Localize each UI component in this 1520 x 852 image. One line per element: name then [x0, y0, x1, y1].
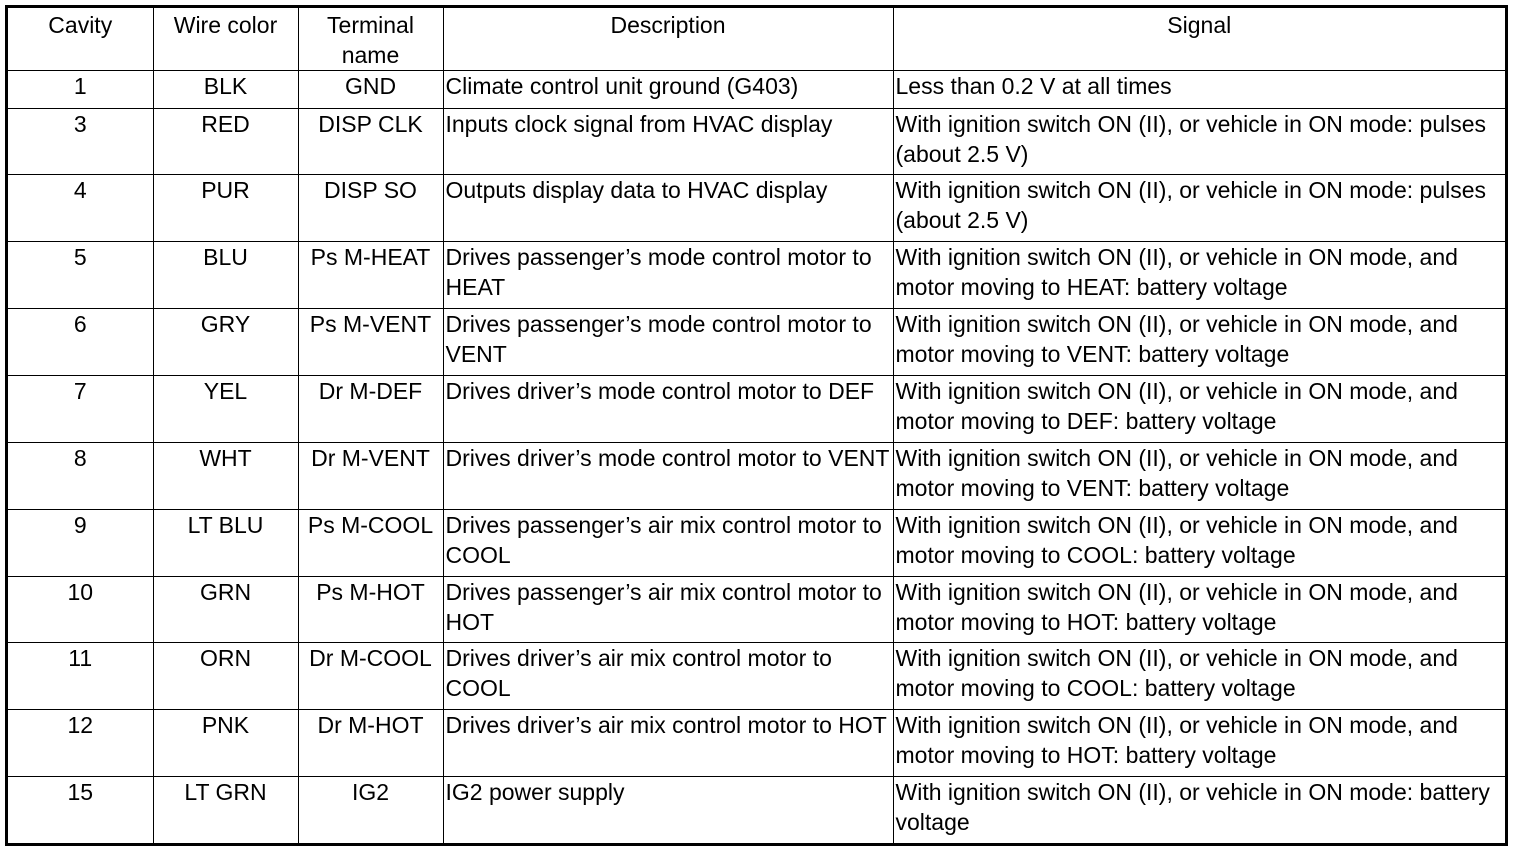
table-row: [8, 71, 1505, 109]
header-description: Description: [443, 8, 893, 71]
cell-signal: With ignition switch ON (II), or vehicle in ON mode, and motor moving to VENT: battery voltage: [893, 442, 1505, 509]
header-wire-color: Wire color: [153, 8, 298, 71]
cell-description: Drives driver’s mode control motor to DEF: [443, 375, 893, 442]
cell-terminal-name: Dr M-HOT: [298, 710, 443, 777]
cell-cavity: 15: [8, 777, 153, 843]
cell-description: Drives passenger’s air mix control motor to COOL: [443, 509, 893, 576]
cell-signal: With ignition switch ON (II), or vehicle in ON mode, and motor moving to COOL: battery voltage: [893, 509, 1505, 576]
cell-signal: Less than 0.2 V at all times: [893, 71, 1505, 109]
connector-terminal-table: [8, 8, 1505, 843]
cell-wire-color: GRY: [153, 309, 298, 376]
cell-terminal-name: Ps M-COOL: [298, 509, 443, 576]
table-row: [8, 175, 1505, 242]
cell-cavity: 9: [8, 509, 153, 576]
table-row: [8, 710, 1505, 777]
table-header-row: [8, 8, 1505, 71]
cell-signal: With ignition switch ON (II), or vehicle in ON mode, and motor moving to COOL: battery voltage: [893, 643, 1505, 710]
cell-cavity: 12: [8, 710, 153, 777]
cell-wire-color: LT GRN: [153, 777, 298, 843]
cell-terminal-name: Ps M-HEAT: [298, 242, 443, 309]
cell-wire-color: PUR: [153, 175, 298, 242]
table-row: [8, 309, 1505, 376]
cell-cavity: 5: [8, 242, 153, 309]
cell-terminal-name: Dr M-VENT: [298, 442, 443, 509]
table-row: [8, 442, 1505, 509]
table-row: [8, 242, 1505, 309]
cell-cavity: 11: [8, 643, 153, 710]
header-terminal-name: [298, 8, 443, 71]
cell-terminal-name: Dr M-COOL: [298, 643, 443, 710]
cell-cavity: 1: [8, 71, 153, 109]
cell-wire-color: LT BLU: [153, 509, 298, 576]
header-terminal-name-line1: Terminal: [327, 12, 414, 38]
cell-description: Drives passenger’s mode control motor to HEAT: [443, 242, 893, 309]
table-row: [8, 509, 1505, 576]
cell-signal: With ignition switch ON (II), or vehicle in ON mode, and motor moving to DEF: battery voltage: [893, 375, 1505, 442]
cell-description: IG2 power supply: [443, 777, 893, 843]
cell-description: Drives driver’s mode control motor to VENT: [443, 442, 893, 509]
header-cavity: Cavity: [8, 8, 153, 71]
table-row: [8, 576, 1505, 643]
cell-signal: With ignition switch ON (II), or vehicle in ON mode: battery voltage: [893, 777, 1505, 843]
cell-description: Drives driver’s air mix control motor to COOL: [443, 643, 893, 710]
cell-wire-color: ORN: [153, 643, 298, 710]
cell-wire-color: GRN: [153, 576, 298, 643]
cell-terminal-name: IG2: [298, 777, 443, 843]
cell-wire-color: PNK: [153, 710, 298, 777]
cell-description: Climate control unit ground (G403): [443, 71, 893, 109]
cell-description: Drives passenger’s mode control motor to VENT: [443, 309, 893, 376]
table-row: [8, 777, 1505, 843]
cell-description: Drives passenger’s air mix control motor to HOT: [443, 576, 893, 643]
cell-wire-color: YEL: [153, 375, 298, 442]
cell-signal: With ignition switch ON (II), or vehicle in ON mode, and motor moving to VENT: battery voltage: [893, 309, 1505, 376]
cell-signal: With ignition switch ON (II), or vehicle in ON mode, and motor moving to HOT: battery voltage: [893, 710, 1505, 777]
cell-description: Outputs display data to HVAC display: [443, 175, 893, 242]
cell-description: Inputs clock signal from HVAC display: [443, 108, 893, 175]
header-terminal-name-line2: name: [341, 42, 400, 68]
cell-cavity: 4: [8, 175, 153, 242]
cell-cavity: 10: [8, 576, 153, 643]
cell-terminal-name: GND: [298, 71, 443, 109]
cell-cavity: 7: [8, 375, 153, 442]
cell-wire-color: BLK: [153, 71, 298, 109]
cell-signal: With ignition switch ON (II), or vehicle in ON mode: pulses (about 2.5 V): [893, 108, 1505, 175]
cell-cavity: 8: [8, 442, 153, 509]
table-row: [8, 643, 1505, 710]
cell-signal: With ignition switch ON (II), or vehicle in ON mode, and motor moving to HOT: battery voltage: [893, 576, 1505, 643]
cell-wire-color: RED: [153, 108, 298, 175]
cell-signal: With ignition switch ON (II), or vehicle in ON mode, and motor moving to HEAT: battery voltage: [893, 242, 1505, 309]
cell-cavity: 3: [8, 108, 153, 175]
cell-wire-color: WHT: [153, 442, 298, 509]
cell-terminal-name: DISP SO: [298, 175, 443, 242]
cell-terminal-name: Ps M-HOT: [298, 576, 443, 643]
table-row: [8, 108, 1505, 175]
cell-wire-color: BLU: [153, 242, 298, 309]
cell-signal: With ignition switch ON (II), or vehicle in ON mode: pulses (about 2.5 V): [893, 175, 1505, 242]
cell-terminal-name: Dr M-DEF: [298, 375, 443, 442]
cell-cavity: 6: [8, 309, 153, 376]
cell-terminal-name: Ps M-VENT: [298, 309, 443, 376]
table-row: [8, 375, 1505, 442]
cell-terminal-name: DISP CLK: [298, 108, 443, 175]
header-signal: Signal: [893, 8, 1505, 71]
cell-description: Drives driver’s air mix control motor to HOT: [443, 710, 893, 777]
connector-table-frame: [5, 5, 1508, 846]
